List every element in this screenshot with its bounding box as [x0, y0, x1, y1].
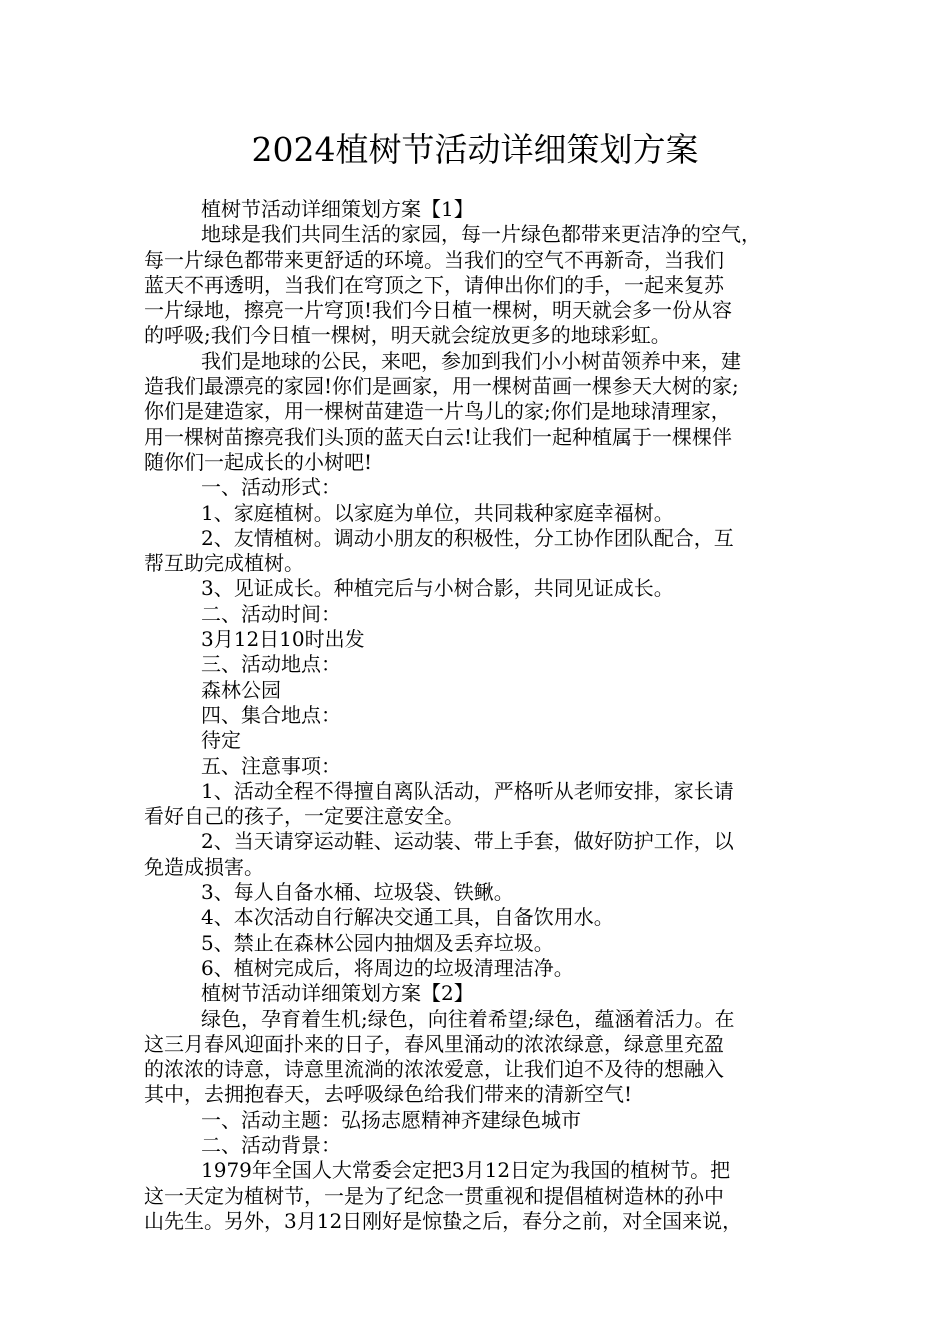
text-line-content: 植树节活动详细策划方案【2】 — [201, 981, 474, 1006]
text-line — [144, 374, 812, 399]
text-line — [144, 1184, 812, 1209]
text-line-content: 5、禁止在森林公园内抽烟及丢弃垃圾。 — [201, 930, 554, 955]
text-line-content: 绿色，孕育着生机;绿色，向往着希望;绿色，蕴涵着活力。在 — [201, 1006, 735, 1031]
text-line — [144, 855, 812, 880]
text-line-content: 五、注意事项： — [201, 753, 341, 778]
text-line-content: 地球是我们共同生活的家园，每一片绿色都带来更洁净的空气， — [201, 222, 761, 247]
text-line-content: 免造成损害。 — [144, 854, 264, 879]
text-line-content: 一、活动形式： — [201, 475, 341, 500]
text-line-content: 森林公园 — [201, 677, 281, 702]
text-line — [144, 475, 812, 500]
text-line — [144, 551, 812, 576]
text-line-content: 随你们一起成长的小树吧! — [144, 449, 373, 474]
text-line-content: 的浓浓的诗意，诗意里流淌的浓浓爱意，让我们迫不及待的想融入 — [144, 1057, 724, 1082]
text-line — [144, 222, 812, 247]
text-line — [144, 602, 812, 627]
text-line — [144, 652, 812, 677]
text-line — [144, 501, 812, 526]
text-line — [144, 1032, 812, 1057]
text-line — [144, 728, 812, 753]
text-line-content: 其中，去拥抱春天，去呼吸绿色给我们带来的清新空气! — [144, 1082, 633, 1107]
text-line-content: 一、活动主题：弘扬志愿精神齐建绿色城市 — [201, 1107, 581, 1132]
text-line — [144, 905, 812, 930]
text-line — [144, 931, 812, 956]
text-line-content: 2、当天请穿运动鞋、运动装、带上手套，做好防护工作，以 — [201, 829, 734, 854]
text-line-content: 6、植树完成后，将周边的垃圾清理洁净。 — [201, 955, 574, 980]
text-line-content: 看好自己的孩子，一定要注意安全。 — [144, 804, 464, 829]
text-line-content: 每一片绿色都带来更舒适的环境。当我们的空气不再新奇，当我们 — [144, 247, 724, 272]
text-line — [144, 526, 812, 551]
text-line-content: 的呼吸;我们今日植一棵树，明天就会绽放更多的地球彩虹。 — [144, 323, 671, 348]
text-line — [144, 956, 812, 981]
text-line-content: 用一棵树苗擦亮我们头顶的蓝天白云!让我们一起种植属于一棵棵伴 — [144, 424, 733, 449]
text-line — [144, 1007, 812, 1032]
text-line-content: 造我们最漂亮的家园!你们是画家，用一棵树苗画一棵参天大树的家; — [144, 374, 739, 399]
text-line — [144, 678, 812, 703]
text-line — [144, 576, 812, 601]
document-body — [144, 197, 812, 1234]
text-line — [144, 399, 812, 424]
text-line — [144, 1158, 812, 1183]
text-line — [144, 1057, 812, 1082]
text-line-content: 1、活动全程不得擅自离队活动，严格听从老师安排，家长请 — [201, 778, 734, 803]
text-line — [144, 804, 812, 829]
text-line — [144, 981, 812, 1006]
text-line-content: 蓝天不再透明，当我们在穹顶之下，请伸出你们的手，一起来复苏 — [144, 272, 724, 297]
text-line — [144, 197, 812, 222]
text-line — [144, 880, 812, 905]
text-line-content: 4、本次活动自行解决交通工具，自备饮用水。 — [201, 905, 614, 930]
text-line-content: 你们是建造家，用一棵树苗建造一片鸟儿的家;你们是地球清理家， — [144, 399, 731, 424]
text-line-content: 1979年全国人大常委会定把3月12日定为我国的植树节。把 — [201, 1158, 731, 1183]
text-line — [144, 273, 812, 298]
text-line-content: 这一天定为植树节，一是为了纪念一贯重视和提倡植树造林的孙中 — [144, 1183, 724, 1208]
text-line-content: 四、集合地点： — [201, 702, 341, 727]
text-line-content: 这三月春风迎面扑来的日子，春风里涌动的浓浓绿意，绿意里充盈 — [144, 1031, 724, 1056]
text-line — [144, 248, 812, 273]
text-line-content: 帮互助完成植树。 — [144, 551, 304, 576]
text-line — [144, 754, 812, 779]
text-line-content: 三、活动地点： — [201, 652, 341, 677]
text-line-content: 3月12日10时出发 — [201, 627, 365, 652]
text-line-content: 山先生。另外，3月12日刚好是惊蛰之后，春分之前，对全国来说， — [144, 1208, 743, 1233]
text-line — [144, 779, 812, 804]
text-line-content: 二、活动时间： — [201, 601, 341, 626]
text-line — [144, 323, 812, 348]
text-line-content: 待定 — [201, 728, 241, 753]
text-line-content: 1、家庭植树。以家庭为单位，共同栽种家庭幸福树。 — [201, 500, 674, 525]
text-line — [144, 425, 812, 450]
text-line-content: 我们是地球的公民，来吧，参加到我们小小树苗领养中来，建 — [201, 348, 741, 373]
text-line — [144, 1082, 812, 1107]
text-line-content: 3、见证成长。种植完后与小树合影，共同见证成长。 — [201, 576, 674, 601]
text-line — [144, 703, 812, 728]
text-line-content: 二、活动背景： — [201, 1132, 341, 1157]
text-line — [144, 627, 812, 652]
text-line — [144, 349, 812, 374]
text-line-content: 植树节活动详细策划方案【1】 — [201, 197, 474, 221]
text-line — [144, 298, 812, 323]
text-line-content: 一片绿地，擦亮一片穹顶!我们今日植一棵树，明天就会多一份从容 — [144, 298, 733, 323]
text-line-content: 3、每人自备水桶、垃圾袋、铁鳅。 — [201, 880, 514, 905]
text-line — [144, 450, 812, 475]
text-line — [144, 1209, 812, 1234]
text-line — [144, 1108, 812, 1133]
text-line — [144, 829, 812, 854]
text-line — [144, 1133, 812, 1158]
document-title: 2024植树节活动详细策划方案 — [251, 130, 699, 169]
text-line-content: 2、友情植树。调动小朋友的积极性，分工协作团队配合，互 — [201, 525, 734, 550]
